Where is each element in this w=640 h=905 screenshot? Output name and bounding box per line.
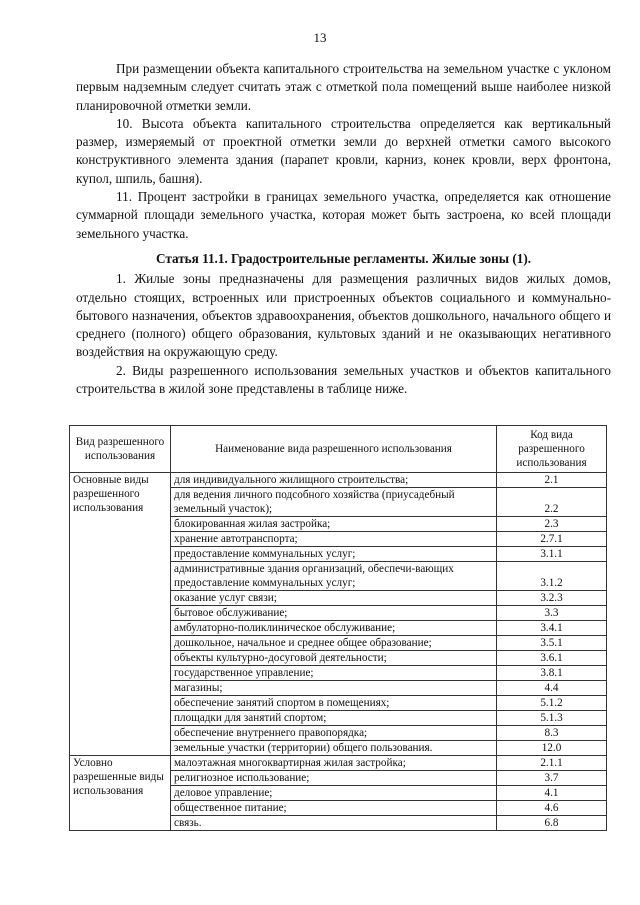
use-code-cell: 2.3 <box>497 517 607 532</box>
use-code-cell: 2.7.1 <box>497 532 607 547</box>
paragraph: 10. Высота объекта капитального строительства определяется как вертикальный размер, измеряемый от проектной отметки земли до верхней отметки самого высокого конструктивного элемента здания (парапет кровли, карниз, конек кровли, верх фронтона, купол, шпиль, башня). <box>76 115 611 186</box>
use-name-cell: обеспечение внутреннего правопорядка; <box>171 726 497 741</box>
paragraph: При размещении объекта капитального строительства на земельном участке с уклоном первым надземным следует считать этаж с отметкой пола помещений выше наиболее низкой планировочной отметки земли. <box>76 61 611 113</box>
use-code-cell: 8.3 <box>497 726 607 741</box>
use-name-cell: бытовое обслуживание; <box>171 606 497 621</box>
category-cell: Условно разрешенные виды использования <box>70 756 171 831</box>
use-name-cell: связь. <box>171 816 497 831</box>
category-cell: Основные виды разрешенного использования <box>70 473 171 756</box>
use-name-cell: административные здания организаций, обеспечи-вающих предоставление коммунальных услуг; <box>171 562 497 591</box>
use-name-cell: для ведения личного подсобного хозяйства (приусадебный земельный участок); <box>171 488 497 517</box>
use-name-cell: предоставление коммунальных услуг; <box>171 547 497 562</box>
article-heading: Статья 11.1. Градостроительные регламенты. Жилые зоны (1). <box>155 250 532 266</box>
use-name-cell: деловое управление; <box>171 786 497 801</box>
table-header-row <box>70 426 607 473</box>
use-code-cell: 3.4.1 <box>497 621 607 636</box>
use-code-cell: 2.1 <box>497 473 607 488</box>
page-number: 13 <box>313 30 327 45</box>
use-name-cell: земельные участки (территории) общего пользования. <box>171 741 497 756</box>
use-code-cell: 4.4 <box>497 681 607 696</box>
paragraph: 2. Виды разрешенного использования земельных участков и объектов капитального строительства в жилой зоне представлены в таблице ниже. <box>76 362 611 397</box>
use-name-cell: площадки для занятий спортом; <box>171 711 497 726</box>
use-code-cell: 2.2 <box>497 488 607 517</box>
paragraph: 1. Жилые зоны предназначены для размещения различных видов жилых домов, отдельно стоящих, встроенных или пристроенных объектов социального и коммунально-бытового назначения, объектов здравоохранения, объектов дошкольного, начального общего и среднего (полного) общего образования, культовых зданий и не оказывающих негативного воздействия на окружающую среду. <box>76 271 611 360</box>
use-name-cell: религиозное использование; <box>171 771 497 786</box>
use-name-cell: обеспечение занятий спортом в помещениях; <box>171 696 497 711</box>
use-name-cell: объекты культурно-досуговой деятельности; <box>171 651 497 666</box>
header-cell: Код вида разрешенного использования <box>497 426 607 473</box>
use-name-cell: общественное питание; <box>171 801 497 816</box>
use-name-cell: дошкольное, начальное и среднее общее образование; <box>171 636 497 651</box>
use-name-cell: блокированная жилая застройка; <box>171 517 497 532</box>
use-code-cell: 4.6 <box>497 801 607 816</box>
use-code-cell: 3.2.3 <box>497 591 607 606</box>
use-name-cell: амбулаторно-поликлиническое обслуживание; <box>171 621 497 636</box>
use-name-cell: магазины; <box>171 681 497 696</box>
use-code-cell: 3.5.1 <box>497 636 607 651</box>
use-name-cell: хранение автотранспорта; <box>171 532 497 547</box>
table-row <box>70 756 607 771</box>
header-cell: Вид разрешенного использования <box>70 426 171 473</box>
use-name-cell: малоэтажная многоквартирная жилая застройка; <box>171 756 497 771</box>
use-code-cell: 3.1.1 <box>497 547 607 562</box>
use-code-cell: 3.6.1 <box>497 651 607 666</box>
use-name-cell: государственное управление; <box>171 666 497 681</box>
use-code-cell: 3.8.1 <box>497 666 607 681</box>
use-code-cell: 3.1.2 <box>497 562 607 591</box>
use-name-cell: для индивидуального жилищного строительства; <box>171 473 497 488</box>
use-code-cell: 3.7 <box>497 771 607 786</box>
use-code-cell: 3.3 <box>497 606 607 621</box>
use-code-cell: 4.1 <box>497 786 607 801</box>
table-row <box>70 473 607 488</box>
use-code-cell: 5.1.2 <box>497 696 607 711</box>
use-code-cell: 5.1.3 <box>497 711 607 726</box>
use-code-cell: 12.0 <box>497 741 607 756</box>
body-text <box>76 60 611 398</box>
header-cell: Наименование вида разрешенного использования <box>171 426 497 473</box>
permitted-use-table <box>69 425 607 831</box>
paragraph: 11. Процент застройки в границах земельного участка, определяется как отношение суммарной площади земельного участка, которая может быть застроена, ко всей площади земельного участка. <box>76 189 611 241</box>
use-code-cell: 6.8 <box>497 816 607 831</box>
use-name-cell: оказание услуг связи; <box>171 591 497 606</box>
use-code-cell: 2.1.1 <box>497 756 607 771</box>
